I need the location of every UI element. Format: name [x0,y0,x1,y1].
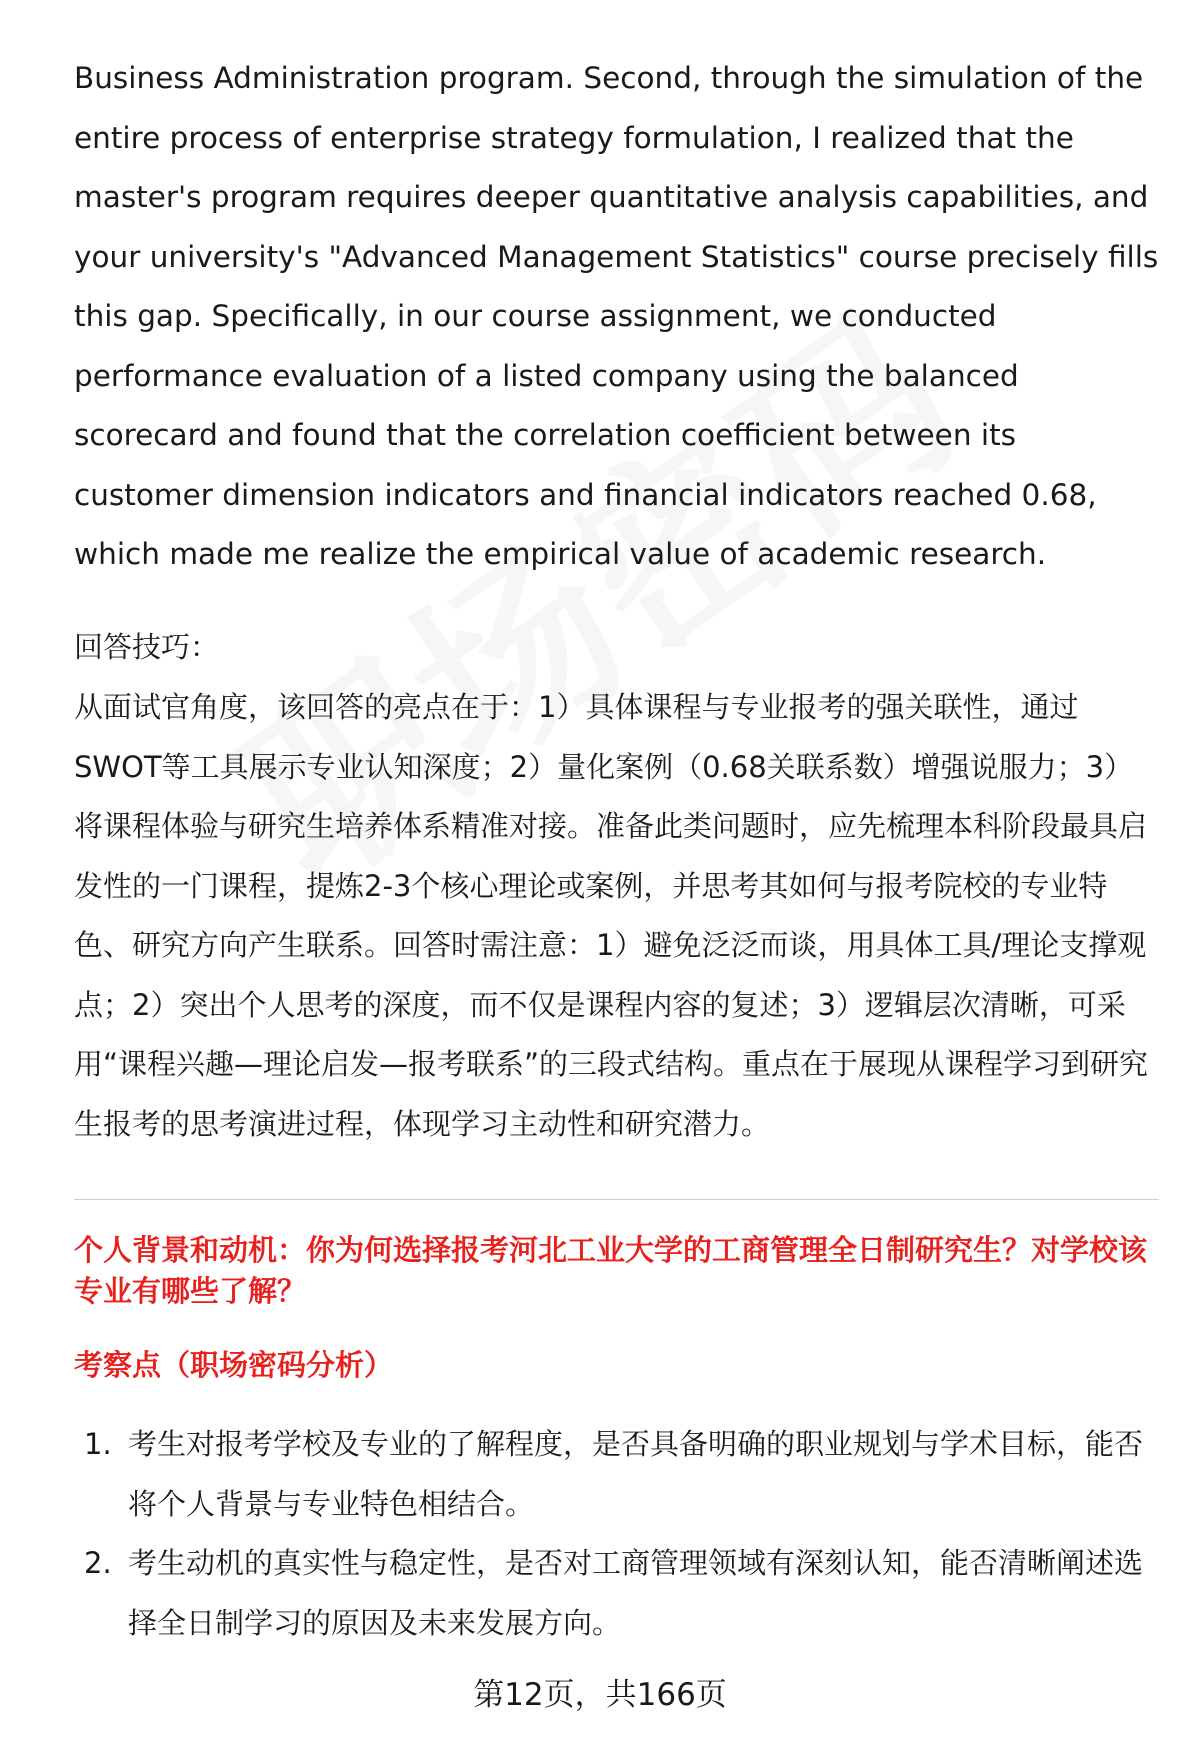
section-divider [74,1199,1159,1200]
tips-label: 回答技巧： [74,630,220,664]
list-item [74,1534,1159,1653]
list-item-text: 考生动机的真实性与稳定性，是否对工商管理领域有深刻认知，能否清晰阐述选择全日制学习的原因及未来发展方向。 [128,1546,1144,1640]
assessment-points-heading: 考察点（职场密码分析） [74,1348,394,1382]
list-item-number: 2. [84,1546,112,1580]
assessment-points-list [74,1415,1159,1653]
tips-body: 从面试官角度，该回答的亮点在于：1）具体课程与专业报考的强关联性，通过SWOT等工具展示专业认知深度；2）量化案例（0.68关联系数）增强说服力；3）将课程体验与研究生培养体系精准对接。准备此类问题时，应先梳理本科阶段最具启发性的一门课程，提炼2-3个核心理论或案例，并思考其如何与报考院校的专业特色、研究方向产生联系。回答时需注意：1）避免泛泛而谈，用具体工具/理论支撑观点；2）突出个人思考的深度，而不仅是课程内容的复述；3）逻辑层次清晰，可采用“课程兴趣—理论启发—报考联系”的三段式结构。重点在于展现从课程学习到研究生报考的思考演进过程，体现学习主动性和研究潜力。 [74,690,1149,1141]
question-title: 个人背景和动机：你为何选择报考河北工业大学的工商管理全日制研究生？对学校该专业有哪些了解？ [74,1233,1148,1308]
list-item-number: 1. [84,1427,112,1461]
english-answer-paragraph: Business Administration program. Second, through the simulation of the entire process of enterprise strategy formulation, I realized that the master's program requires deeper quantitative analysis capabilities, and your university's "Advanced Management Statistics" course precisely fills this gap. Specifically, in our course assignment, we conducted performance evaluation of a listed company using the balanced scorecard and found that the correlation coefficient between its customer dimension indicators and financial indicators reached 0.68, which made me realize the empirical value of academic research. [74,61,1159,571]
list-item [74,1415,1159,1534]
page-number-footer: 第12页，共166页 [473,1677,727,1713]
list-item-text: 考生对报考学校及专业的了解程度，是否具备明确的职业规划与学术目标，能否将个人背景与专业特色相结合。 [128,1427,1144,1521]
